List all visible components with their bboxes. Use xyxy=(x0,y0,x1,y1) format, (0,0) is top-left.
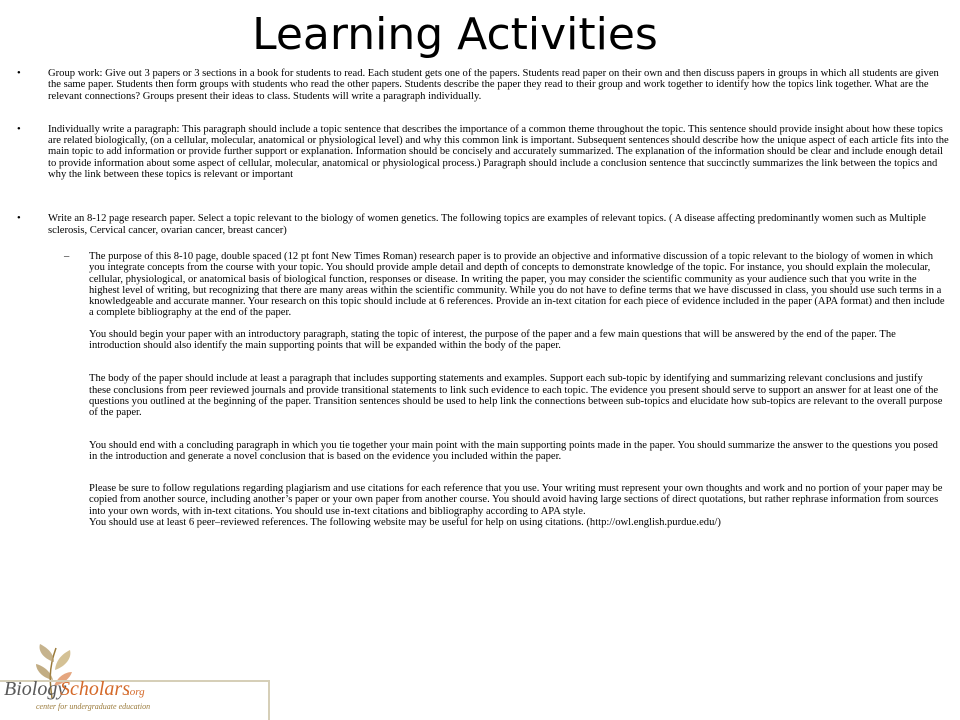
paragraph-plagiarism: Please be sure to follow regulations regarding plagiarism and use citations for each reference that you use. Your writing must represent your own thoughts and work and no portion of your paper may be copied from another source, including another’s paper or your own paper from another course. You should avoid having large sections of direct quotations, but rather rephrase information from sources into your own words, with in-text citations. You should use in-text citations and bibliography according to APA style. xyxy=(89,483,943,517)
logo-word-biology: Biology xyxy=(4,678,67,700)
paragraph-references: You should use at least 6 peer–reviewed references. The following website may be useful for help on using citations. (http://owl.english.purdue.edu/) xyxy=(89,517,721,529)
paragraph-body: The body of the paper should include at least a paragraph that includes supporting statements and examples. Support each sub-topic by identifying and summarizing relevant conclusions and justify these conclusions from peer reviewed journals and provide transitional statements to link such evidence to each topic. The evidence you present should serve to support an answer for at least one of the questions you outlined at the beginning of the paper. Transition sentences should be used to help link the connections between sub-topics and elucidate how sub-topics are relevant to the overall purpose of the paper. xyxy=(89,373,943,419)
dash-marker: – xyxy=(64,250,70,262)
logo-word-org: .org xyxy=(127,686,145,698)
bullet-group-work xyxy=(0,68,960,102)
slide-body xyxy=(0,68,960,528)
bullet-marker: • xyxy=(17,123,21,135)
bullet-text: Write an 8-12 page research paper. Select a topic relevant to the biology of women genetics. The following topics are examples of relevant topics. ( A disease affecting predominantly women such as Multiple sclerosis, Cervical cancer, ovarian cancer, breast cancer) xyxy=(48,213,926,236)
bullet-text: Individually write a paragraph: This paragraph should include a topic sentence that describes the importance of a common theme throughout the topic. This sentence should provide insight about how these topics are related biologically, (on a cellular, molecular, anatomical or physiological level) and why this common link is important. Subsequent sentences should describe how the unique aspect of each article fits into the main topic to add information or provide further support or explanation. Information should be concisely and accurately summarized. The explanation of the information should be clear and include enough detail to provide information about some aspect of cellular, molecular, anatomical or physiological process.) Paragraph should include a conclusion sentence that succinctly summarizes the link between the topics and why the link between these topics is relevant or important xyxy=(48,123,949,181)
slide-title: Learning Activities xyxy=(252,9,658,60)
paragraph-introduction: You should begin your paper with an introductory paragraph, stating the topic of interest, the purpose of the paper and a few main questions that will be answered by the end of the paper. The introduction should also identify the main supporting points that will be expanded within the body of the paper. xyxy=(89,328,896,352)
biology-scholars-logo xyxy=(0,640,270,720)
bullet-research-paper xyxy=(0,213,960,236)
logo-separator xyxy=(268,680,270,720)
bullet-marker: • xyxy=(17,213,21,225)
bullet-individual-paragraph xyxy=(0,124,960,180)
sub-bullet-text: The purpose of this 8-10 page, double spaced (12 pt font New Times Roman) research paper is to provide an objective and informative discussion of a topic relevant to the biology of women in which you integrate concepts from the course with your topic. You should provide ample detail and depth of concepts to demonstrate knowledge of the topic. For instance, you should explain the molecular, cellular, physiological, or anatomical basis of biological function, responses or disease. In writing the paper, you may consider the scientific community as your audience such that you write in the highest level of writing, but recognizing that there are many areas within the scientific community. While you do not have to define terms that we have discussed in class, you should use such terms in a knowledgeable and accurate manner. Your research on this topic should include at 6 references. Provide an in-text citation for each piece of evidence included in the paper (APA format) and then include a complete bibliography at the end of the paper. xyxy=(89,250,945,319)
bullet-text: Group work: Give out 3 papers or 3 sections in a book for students to read. Each student gets one of the papers. Students read paper on their own and then discuss papers in groups in which all students are given the same paper. Students then form groups with students who read the other papers. Students describe the paper they read to their group and work together to identify how the topics link together. What are the relevant connections? Groups present their ideas to class. Students will write a paragraph individually. xyxy=(48,68,939,102)
bullet-marker: • xyxy=(17,68,21,79)
paragraph-conclusion: You should end with a concluding paragraph in which you tie together your main point with the main supporting points made in the paper. You should summarize the answer to the questions you posed in the introduction and generate a novel conclusion that is based on the evidence you included within the paper. xyxy=(89,439,938,462)
sub-bullet-paper-purpose xyxy=(0,251,960,319)
logo-tagline: center for undergraduate education xyxy=(36,702,151,711)
logo-word-scholars: Scholars xyxy=(60,678,130,700)
